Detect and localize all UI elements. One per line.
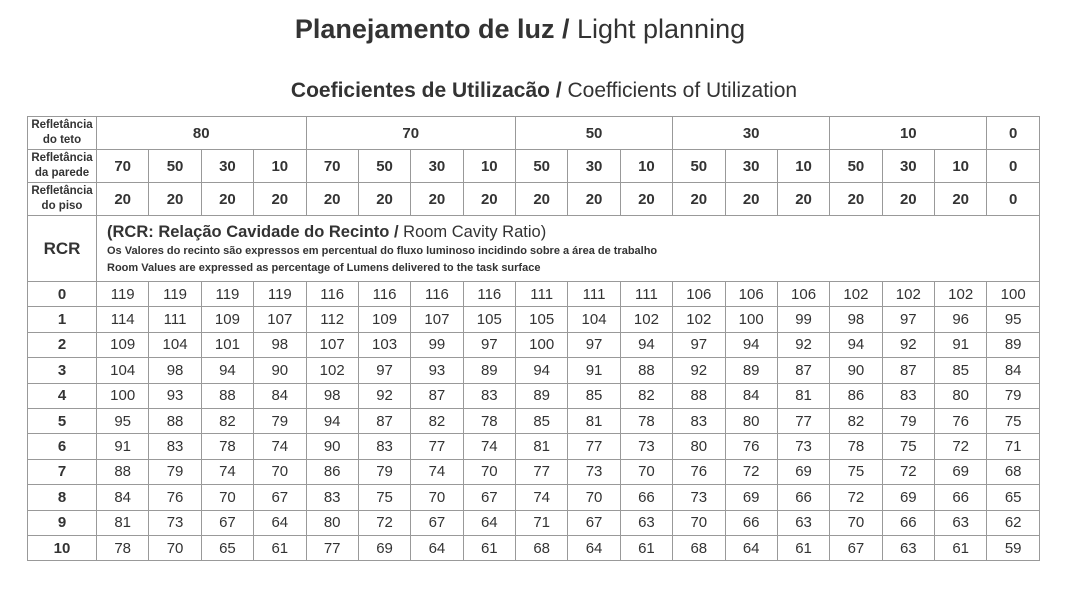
table-cell: 104 bbox=[568, 307, 620, 332]
table-cell: 107 bbox=[306, 332, 358, 357]
table-cell: 72 bbox=[725, 459, 777, 484]
table-cell: 98 bbox=[149, 358, 201, 383]
table-cell: 100 bbox=[516, 332, 568, 357]
table-cell: 73 bbox=[673, 485, 725, 510]
table-cell: 79 bbox=[149, 459, 201, 484]
table-cell: 76 bbox=[149, 485, 201, 510]
floor-value: 20 bbox=[777, 183, 829, 216]
table-cell: 79 bbox=[358, 459, 410, 484]
table-cell: 80 bbox=[725, 408, 777, 433]
table-cell: 85 bbox=[935, 358, 987, 383]
table-cell: 89 bbox=[463, 358, 515, 383]
title-pt: Planejamento de luz / bbox=[294, 14, 570, 44]
table-cell: 64 bbox=[725, 535, 777, 560]
table-cell: 63 bbox=[777, 510, 829, 535]
table-cell: 84 bbox=[725, 383, 777, 408]
wall-reflectance-label: Refletância da parede bbox=[28, 150, 97, 183]
table-cell: 74 bbox=[254, 434, 306, 459]
table-cell: 65 bbox=[987, 485, 1040, 510]
table-row bbox=[28, 383, 1040, 408]
table-cell: 94 bbox=[620, 332, 672, 357]
rcr-value: 4 bbox=[28, 383, 97, 408]
table-cell: 111 bbox=[620, 282, 672, 307]
table-cell: 77 bbox=[411, 434, 463, 459]
table-cell: 83 bbox=[673, 408, 725, 433]
table-cell: 94 bbox=[306, 408, 358, 433]
rcr-value: 2 bbox=[28, 332, 97, 357]
table-cell: 85 bbox=[568, 383, 620, 408]
table-row bbox=[28, 434, 1040, 459]
table-cell: 63 bbox=[935, 510, 987, 535]
table-cell: 76 bbox=[725, 434, 777, 459]
floor-value: 20 bbox=[673, 183, 725, 216]
floor-reflectance-label: Refletância do piso bbox=[28, 183, 97, 216]
floor-value: 0 bbox=[987, 183, 1040, 216]
table-cell: 116 bbox=[411, 282, 463, 307]
table-cell: 81 bbox=[516, 434, 568, 459]
table-cell: 73 bbox=[568, 459, 620, 484]
table-cell: 87 bbox=[882, 358, 934, 383]
table-cell: 97 bbox=[463, 332, 515, 357]
table-cell: 109 bbox=[201, 307, 253, 332]
table-cell: 77 bbox=[516, 459, 568, 484]
floor-value: 20 bbox=[306, 183, 358, 216]
table-cell: 70 bbox=[620, 459, 672, 484]
table-cell: 66 bbox=[620, 485, 672, 510]
table-cell: 92 bbox=[673, 358, 725, 383]
table-cell: 104 bbox=[149, 332, 201, 357]
wall-value: 0 bbox=[987, 150, 1040, 183]
wall-value: 50 bbox=[149, 150, 201, 183]
coefficients-table bbox=[27, 116, 1040, 561]
table-cell: 88 bbox=[97, 459, 149, 484]
table-cell: 102 bbox=[882, 282, 934, 307]
table-cell: 62 bbox=[987, 510, 1040, 535]
wall-value: 70 bbox=[97, 150, 149, 183]
wall-value: 30 bbox=[201, 150, 253, 183]
wall-value: 50 bbox=[830, 150, 882, 183]
table-cell: 83 bbox=[149, 434, 201, 459]
ceiling-value: 70 bbox=[306, 117, 516, 150]
table-cell: 82 bbox=[620, 383, 672, 408]
wall-value: 30 bbox=[411, 150, 463, 183]
table-cell: 81 bbox=[97, 510, 149, 535]
table-cell: 96 bbox=[935, 307, 987, 332]
table-cell: 75 bbox=[882, 434, 934, 459]
subtitle-en: Coefficients of Utilization bbox=[561, 79, 798, 102]
table-cell: 70 bbox=[201, 485, 253, 510]
table-cell: 119 bbox=[254, 282, 306, 307]
table-row bbox=[28, 459, 1040, 484]
rcr-value: 5 bbox=[28, 408, 97, 433]
table-cell: 78 bbox=[201, 434, 253, 459]
wall-value: 10 bbox=[463, 150, 515, 183]
floor-value: 20 bbox=[358, 183, 410, 216]
rcr-value: 7 bbox=[28, 459, 97, 484]
table-cell: 71 bbox=[516, 510, 568, 535]
table-cell: 75 bbox=[830, 459, 882, 484]
floor-value: 20 bbox=[620, 183, 672, 216]
table-cell: 97 bbox=[882, 307, 934, 332]
table-cell: 83 bbox=[463, 383, 515, 408]
table-cell: 109 bbox=[358, 307, 410, 332]
rcr-description bbox=[97, 216, 1040, 282]
table-cell: 61 bbox=[935, 535, 987, 560]
table-cell: 79 bbox=[882, 408, 934, 433]
table-cell: 64 bbox=[254, 510, 306, 535]
table-cell: 106 bbox=[725, 282, 777, 307]
table-cell: 67 bbox=[201, 510, 253, 535]
table-cell: 81 bbox=[568, 408, 620, 433]
table-cell: 64 bbox=[411, 535, 463, 560]
rcr-value: 8 bbox=[28, 485, 97, 510]
table-cell: 93 bbox=[411, 358, 463, 383]
table-cell: 94 bbox=[516, 358, 568, 383]
table-row bbox=[28, 408, 1040, 433]
table-cell: 100 bbox=[725, 307, 777, 332]
table-cell: 90 bbox=[306, 434, 358, 459]
ceiling-value: 50 bbox=[516, 117, 673, 150]
table-cell: 82 bbox=[411, 408, 463, 433]
table-cell: 68 bbox=[987, 459, 1040, 484]
table-cell: 87 bbox=[358, 408, 410, 433]
table-cell: 70 bbox=[254, 459, 306, 484]
table-cell: 72 bbox=[882, 459, 934, 484]
table-cell: 86 bbox=[306, 459, 358, 484]
table-cell: 92 bbox=[882, 332, 934, 357]
table-cell: 98 bbox=[254, 332, 306, 357]
table-cell: 81 bbox=[777, 383, 829, 408]
table-cell: 74 bbox=[463, 434, 515, 459]
ceiling-value: 80 bbox=[97, 117, 307, 150]
table-cell: 70 bbox=[411, 485, 463, 510]
table-row bbox=[28, 282, 1040, 307]
table-cell: 111 bbox=[516, 282, 568, 307]
table-cell: 93 bbox=[149, 383, 201, 408]
table-cell: 94 bbox=[201, 358, 253, 383]
table-cell: 94 bbox=[725, 332, 777, 357]
rcr-desc-line-en: Room Values are expressed as percentage of Lumens delivered to the task surface bbox=[107, 261, 541, 274]
table-cell: 83 bbox=[882, 383, 934, 408]
table-cell: 89 bbox=[725, 358, 777, 383]
table-cell: 102 bbox=[830, 282, 882, 307]
table-cell: 92 bbox=[358, 383, 410, 408]
wall-value: 10 bbox=[777, 150, 829, 183]
wall-value: 10 bbox=[620, 150, 672, 183]
floor-value: 20 bbox=[254, 183, 306, 216]
table-cell: 75 bbox=[987, 408, 1040, 433]
table-cell: 78 bbox=[830, 434, 882, 459]
table-row bbox=[28, 358, 1040, 383]
table-cell: 83 bbox=[306, 485, 358, 510]
rcr-value: 0 bbox=[28, 282, 97, 307]
rcr-value: 3 bbox=[28, 358, 97, 383]
table-cell: 91 bbox=[568, 358, 620, 383]
page-subtitle bbox=[0, 79, 1071, 103]
wall-value: 50 bbox=[673, 150, 725, 183]
floor-reflectance-row bbox=[28, 183, 1040, 216]
table-cell: 61 bbox=[254, 535, 306, 560]
wall-value: 10 bbox=[935, 150, 987, 183]
rcr-value: 1 bbox=[28, 307, 97, 332]
table-cell: 107 bbox=[254, 307, 306, 332]
floor-value: 20 bbox=[882, 183, 934, 216]
floor-value: 20 bbox=[201, 183, 253, 216]
floor-value: 20 bbox=[568, 183, 620, 216]
wall-value: 70 bbox=[306, 150, 358, 183]
table-cell: 106 bbox=[673, 282, 725, 307]
table-cell: 97 bbox=[673, 332, 725, 357]
table-cell: 68 bbox=[516, 535, 568, 560]
table-cell: 94 bbox=[830, 332, 882, 357]
table-cell: 63 bbox=[620, 510, 672, 535]
table-cell: 111 bbox=[149, 307, 201, 332]
table-cell: 78 bbox=[97, 535, 149, 560]
table-cell: 88 bbox=[201, 383, 253, 408]
table-cell: 69 bbox=[725, 485, 777, 510]
table-cell: 67 bbox=[568, 510, 620, 535]
rcr-value: 9 bbox=[28, 510, 97, 535]
table-cell: 73 bbox=[620, 434, 672, 459]
wall-value: 30 bbox=[882, 150, 934, 183]
table-cell: 98 bbox=[830, 307, 882, 332]
table-cell: 70 bbox=[463, 459, 515, 484]
ceiling-reflectance-row bbox=[28, 117, 1040, 150]
table-cell: 95 bbox=[97, 408, 149, 433]
table-cell: 87 bbox=[411, 383, 463, 408]
table-cell: 64 bbox=[463, 510, 515, 535]
rcr-desc-line-pt: Os Valores do recinto são expressos em percentual do fluxo luminoso incidindo sobre a área de trabalho bbox=[107, 244, 658, 257]
wall-value: 10 bbox=[254, 150, 306, 183]
table-cell: 70 bbox=[149, 535, 201, 560]
table-cell: 63 bbox=[882, 535, 934, 560]
table-cell: 70 bbox=[673, 510, 725, 535]
table-cell: 86 bbox=[830, 383, 882, 408]
wall-reflectance-row bbox=[28, 150, 1040, 183]
table-cell: 109 bbox=[97, 332, 149, 357]
table-cell: 79 bbox=[254, 408, 306, 433]
table-cell: 100 bbox=[97, 383, 149, 408]
table-cell: 87 bbox=[777, 358, 829, 383]
table-cell: 88 bbox=[149, 408, 201, 433]
table-row bbox=[28, 535, 1040, 560]
rcr-label: RCR bbox=[28, 216, 97, 282]
table-cell: 78 bbox=[620, 408, 672, 433]
table-cell: 70 bbox=[830, 510, 882, 535]
table-cell: 119 bbox=[97, 282, 149, 307]
table-cell: 77 bbox=[777, 408, 829, 433]
table-cell: 76 bbox=[935, 408, 987, 433]
table-cell: 101 bbox=[201, 332, 253, 357]
table-cell: 67 bbox=[463, 485, 515, 510]
table-cell: 102 bbox=[620, 307, 672, 332]
table-cell: 103 bbox=[358, 332, 410, 357]
table-cell: 107 bbox=[411, 307, 463, 332]
table-cell: 80 bbox=[673, 434, 725, 459]
table-row bbox=[28, 332, 1040, 357]
table-cell: 111 bbox=[568, 282, 620, 307]
table-cell: 77 bbox=[306, 535, 358, 560]
rcr-header-row bbox=[28, 216, 1040, 282]
table-cell: 97 bbox=[568, 332, 620, 357]
table-cell: 74 bbox=[411, 459, 463, 484]
table-cell: 105 bbox=[516, 307, 568, 332]
table-cell: 92 bbox=[777, 332, 829, 357]
table-cell: 69 bbox=[358, 535, 410, 560]
table-cell: 66 bbox=[935, 485, 987, 510]
table-cell: 75 bbox=[358, 485, 410, 510]
table-cell: 100 bbox=[987, 282, 1040, 307]
table-cell: 69 bbox=[882, 485, 934, 510]
ceiling-reflectance-label: Refletância do teto bbox=[28, 117, 97, 150]
table-cell: 82 bbox=[830, 408, 882, 433]
floor-value: 20 bbox=[97, 183, 149, 216]
table-cell: 98 bbox=[306, 383, 358, 408]
table-cell: 78 bbox=[463, 408, 515, 433]
table-cell: 97 bbox=[358, 358, 410, 383]
table-cell: 67 bbox=[411, 510, 463, 535]
table-cell: 79 bbox=[987, 383, 1040, 408]
rcr-value: 6 bbox=[28, 434, 97, 459]
table-cell: 88 bbox=[673, 383, 725, 408]
table-cell: 69 bbox=[935, 459, 987, 484]
table-cell: 116 bbox=[306, 282, 358, 307]
floor-value: 20 bbox=[516, 183, 568, 216]
wall-value: 50 bbox=[516, 150, 568, 183]
floor-value: 20 bbox=[935, 183, 987, 216]
table-cell: 61 bbox=[620, 535, 672, 560]
table-cell: 76 bbox=[673, 459, 725, 484]
table-cell: 66 bbox=[882, 510, 934, 535]
table-cell: 84 bbox=[987, 358, 1040, 383]
table-cell: 119 bbox=[149, 282, 201, 307]
table-cell: 114 bbox=[97, 307, 149, 332]
table-row bbox=[28, 510, 1040, 535]
ceiling-value: 10 bbox=[830, 117, 987, 150]
table-row bbox=[28, 485, 1040, 510]
table-cell: 66 bbox=[725, 510, 777, 535]
table-cell: 90 bbox=[830, 358, 882, 383]
table-cell: 67 bbox=[830, 535, 882, 560]
table-cell: 85 bbox=[516, 408, 568, 433]
wall-value: 30 bbox=[725, 150, 777, 183]
table-cell: 89 bbox=[516, 383, 568, 408]
floor-value: 20 bbox=[149, 183, 201, 216]
table-cell: 88 bbox=[620, 358, 672, 383]
table-cell: 80 bbox=[306, 510, 358, 535]
table-cell: 106 bbox=[777, 282, 829, 307]
table-cell: 119 bbox=[201, 282, 253, 307]
page-title bbox=[0, 14, 1040, 45]
title-en: Light planning bbox=[569, 14, 746, 44]
table-row bbox=[28, 307, 1040, 332]
table-cell: 89 bbox=[987, 332, 1040, 357]
table-cell: 91 bbox=[97, 434, 149, 459]
table-cell: 59 bbox=[987, 535, 1040, 560]
table-cell: 91 bbox=[935, 332, 987, 357]
table-cell: 74 bbox=[201, 459, 253, 484]
rcr-desc-en: Room Cavity Ratio) bbox=[398, 222, 547, 241]
ceiling-value: 0 bbox=[987, 117, 1040, 150]
wall-value: 30 bbox=[568, 150, 620, 183]
table-cell: 70 bbox=[568, 485, 620, 510]
table-cell: 73 bbox=[149, 510, 201, 535]
table-cell: 69 bbox=[777, 459, 829, 484]
subtitle-pt: Coeficientes de Utilizacão / bbox=[290, 79, 562, 102]
table-cell: 116 bbox=[463, 282, 515, 307]
table-cell: 95 bbox=[987, 307, 1040, 332]
table-cell: 102 bbox=[935, 282, 987, 307]
table-cell: 112 bbox=[306, 307, 358, 332]
table-cell: 77 bbox=[568, 434, 620, 459]
table-cell: 74 bbox=[516, 485, 568, 510]
table-cell: 64 bbox=[568, 535, 620, 560]
table-cell: 72 bbox=[935, 434, 987, 459]
wall-value: 50 bbox=[358, 150, 410, 183]
table-cell: 99 bbox=[777, 307, 829, 332]
table-cell: 102 bbox=[673, 307, 725, 332]
table-cell: 67 bbox=[254, 485, 306, 510]
floor-value: 20 bbox=[463, 183, 515, 216]
table-cell: 82 bbox=[201, 408, 253, 433]
table-cell: 90 bbox=[254, 358, 306, 383]
table-cell: 104 bbox=[97, 358, 149, 383]
table-cell: 80 bbox=[935, 383, 987, 408]
floor-value: 20 bbox=[830, 183, 882, 216]
table-cell: 116 bbox=[358, 282, 410, 307]
table-cell: 72 bbox=[358, 510, 410, 535]
table-cell: 72 bbox=[830, 485, 882, 510]
floor-value: 20 bbox=[725, 183, 777, 216]
table-cell: 83 bbox=[358, 434, 410, 459]
table-cell: 65 bbox=[201, 535, 253, 560]
table-cell: 84 bbox=[97, 485, 149, 510]
rcr-value: 10 bbox=[28, 535, 97, 560]
table-cell: 61 bbox=[463, 535, 515, 560]
table-cell: 99 bbox=[411, 332, 463, 357]
table-cell: 61 bbox=[777, 535, 829, 560]
table-cell: 102 bbox=[306, 358, 358, 383]
table-cell: 71 bbox=[987, 434, 1040, 459]
table-cell: 105 bbox=[463, 307, 515, 332]
ceiling-value: 30 bbox=[673, 117, 830, 150]
floor-value: 20 bbox=[411, 183, 463, 216]
table-cell: 66 bbox=[777, 485, 829, 510]
table-cell: 73 bbox=[777, 434, 829, 459]
table-cell: 84 bbox=[254, 383, 306, 408]
rcr-desc-pt: (RCR: Relação Cavidade do Recinto / bbox=[107, 222, 399, 241]
table-cell: 68 bbox=[673, 535, 725, 560]
